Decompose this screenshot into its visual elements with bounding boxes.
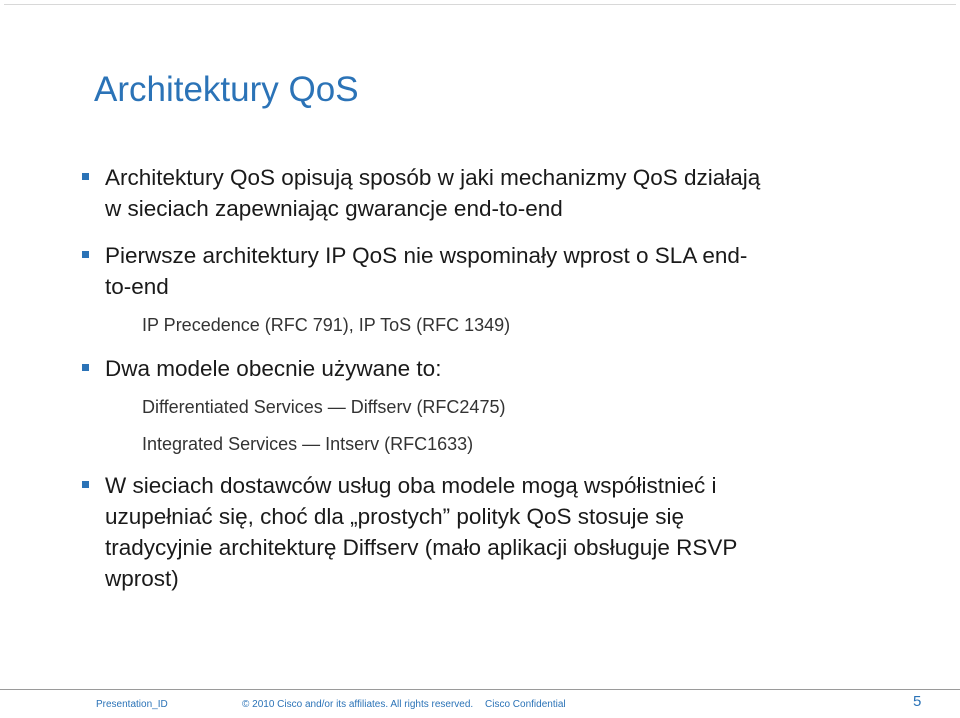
footer-presentation-id: Presentation_ID [96, 699, 168, 710]
bullet-item [80, 353, 880, 384]
bullet-line: Pierwsze architektury IP QoS nie wspominały wprost o SLA end- [105, 243, 748, 268]
bullet-line: tradycyjnie architekturę Diffserv (mało aplikacji obsługuje RSVP [105, 535, 738, 560]
square-bullet-icon [82, 173, 89, 180]
bullet-item [80, 162, 880, 224]
bullet-item [80, 240, 880, 302]
bullet-line: Architektury QoS opisują sposób w jaki mechanizmy QoS działają [105, 165, 761, 190]
sub-item: Differentiated Services — Diffserv (RFC2475) [142, 397, 506, 417]
square-bullet-icon [82, 481, 89, 488]
bullet-line: wprost) [105, 566, 179, 591]
bullet-item [80, 470, 880, 594]
slide-title: Architektury QoS [94, 70, 359, 109]
footer-confidential: Cisco Confidential [485, 699, 566, 710]
slide-border [4, 4, 956, 5]
bullet-line: W sieciach dostawców usług oba modele mogą współistnieć i [105, 473, 717, 498]
bullet-line: Dwa modele obecnie używane to: [105, 356, 442, 381]
square-bullet-icon [82, 364, 89, 371]
sub-item: IP Precedence (RFC 791), IP ToS (RFC 1349) [142, 315, 511, 335]
sub-item: Integrated Services — Intserv (RFC1633) [142, 434, 474, 454]
footer-copyright: © 2010 Cisco and/or its affiliates. All rights reserved. [242, 699, 474, 710]
bullet-line: to-end [105, 274, 169, 299]
square-bullet-icon [82, 251, 89, 258]
slide-content [80, 162, 880, 594]
page-number: 5 [913, 693, 922, 710]
bullet-line: w sieciach zapewniając gwarancje end-to-end [105, 196, 563, 221]
footer-divider [0, 689, 960, 690]
bullet-line: uzupełniać się, choć dla „prostych” polityk QoS stosuje się [105, 504, 685, 529]
